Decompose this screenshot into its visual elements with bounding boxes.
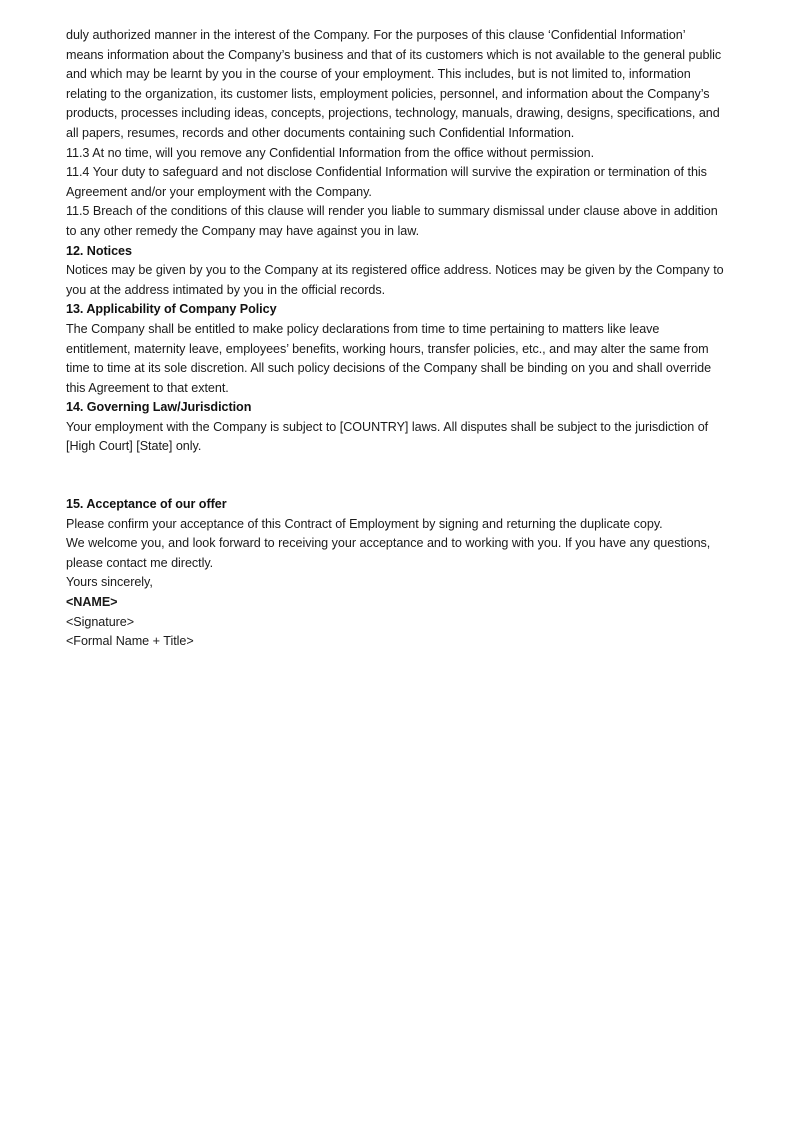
signer-name-placeholder: <NAME> [66, 595, 118, 610]
clause-11-5: 11.5 Breach of the conditions of this clause will render you liable to summary dismissal under clause above in addition to any other remedy the Company may have against you in law. [66, 204, 718, 238]
section-heading-governing-law-jurisdiction: 14. Governing Law/Jurisdiction [66, 400, 252, 415]
section-heading-applicability-of-company-policy: 13. Applicability of Company Policy [66, 302, 277, 317]
closing-welcome-paragraph: We welcome you, and look forward to receiving your acceptance and to working with you. If you have any questions, please contact me directly. [66, 536, 711, 570]
section-body-governing-law-jurisdiction: Your employment with the Company is subject to [COUNTRY] laws. All disputes shall be subject to the jurisdiction of [High Court] [State] only. [66, 419, 709, 454]
section-heading-acceptance-of-our-offer: 15. Acceptance of our offer [66, 497, 227, 512]
section-body-applicability-of-company-policy: The Company shall be entitled to make policy declarations from time to time pertaining to matters like leave entitlement, maternity leave, employees’ benefits, working hours, transfer policies, etc., and may alter the same from time to time at its sole discretion. All such policy decisions of the Company shall be binding on you and shall override this Agreement to that extent. [66, 321, 712, 395]
section-heading-notices: 12. Notices [66, 243, 132, 258]
document-body [66, 26, 725, 652]
clause-11-3: 11.3 At no time, will you remove any Confidential Information from the office without permission. [66, 145, 595, 160]
section-body-notices: Notices may be given by you to the Company at its registered office address. Notices may be given by the Company to you at the address intimated by you in the official records. [66, 263, 724, 297]
closing-signoff: Yours sincerely, [66, 575, 153, 590]
continued-paragraph: duly authorized manner in the interest of the Company. For the purposes of this clause ‘Confidential Information’ means information about the Company’s business and that of its customers which is not available to the general public and which may be learnt by you in the course of your employment. This includes, but is not limited to, information relating to the organization, its customer lists, employment policies, personnel, and information about the Company’s products, processes including ideas, concepts, projections, technology, manuals, drawing, designs, specifications, and all papers, resumes, records and other documents containing such Confidential Information. [66, 28, 722, 140]
signature-placeholder: <Signature> [66, 614, 135, 629]
clause-11-4: 11.4 Your duty to safeguard and not disclose Confidential Information will survive the expiration or termination of this Agreement and/or your employment with the Company. [66, 165, 707, 199]
section-body-acceptance-of-our-offer: Please confirm your acceptance of this Contract of Employment by signing and returning the duplicate copy. [66, 516, 663, 531]
formal-name-title-placeholder: <Formal Name + Title> [66, 634, 194, 649]
